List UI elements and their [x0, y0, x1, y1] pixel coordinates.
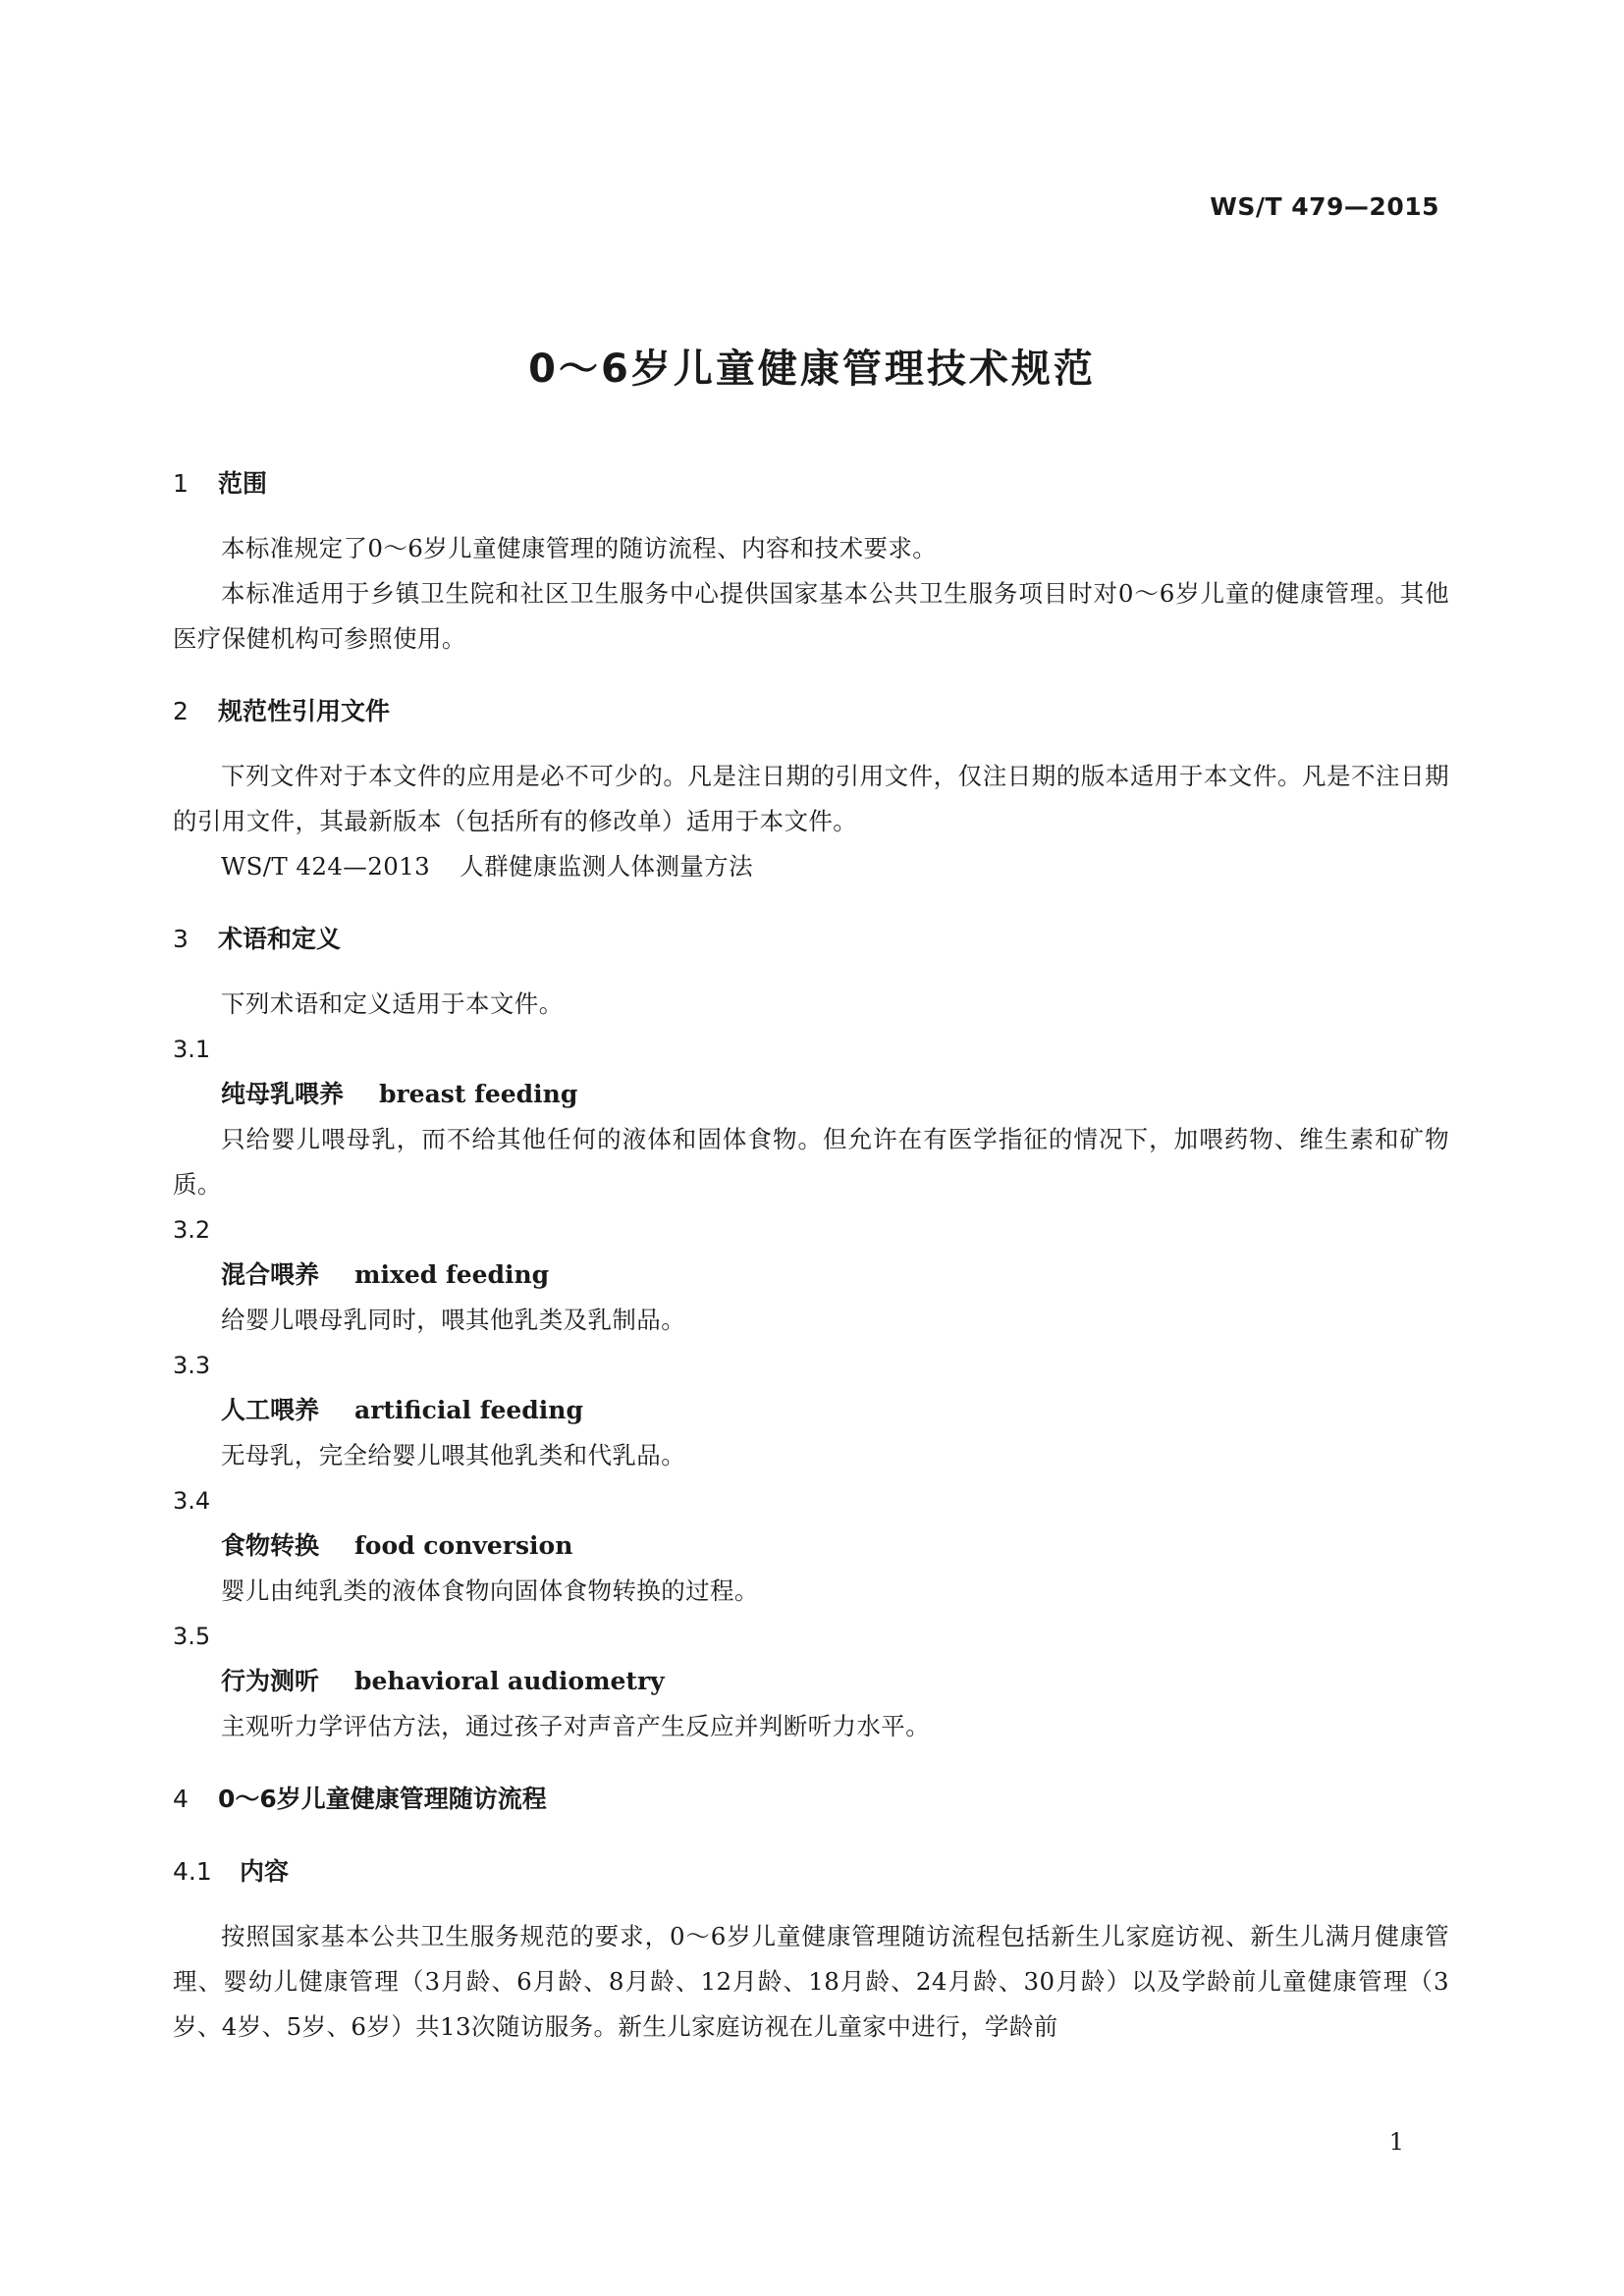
section-title: 0～6岁儿童健康管理随访流程 — [218, 1785, 547, 1813]
term-entry — [173, 1478, 1449, 1614]
page-number: 1 — [1388, 2128, 1404, 2156]
standard-code: WS/T 479—2015 — [1210, 192, 1439, 221]
term-english: mixed feeding — [354, 1260, 550, 1289]
term-chinese: 混合喂养 — [221, 1260, 320, 1289]
term-number: 3.5 — [173, 1623, 211, 1650]
term-heading — [173, 1659, 1449, 1704]
section-number: 1 — [173, 469, 189, 498]
term-english: breast feeding — [379, 1080, 578, 1108]
term-number: 3.2 — [173, 1216, 211, 1244]
term-entry — [173, 1343, 1449, 1478]
term-chinese: 人工喂养 — [221, 1396, 320, 1424]
term-english: food conversion — [354, 1531, 573, 1560]
term-chinese: 食物转换 — [221, 1531, 320, 1560]
term-number: 3.3 — [173, 1352, 211, 1379]
document-body — [173, 461, 1449, 2050]
term-definition: 婴儿由纯乳类的液体食物向固体食物转换的过程。 — [221, 1576, 759, 1605]
document-title: 0～6岁儿童健康管理技术规范 — [528, 347, 1096, 392]
section-2-paragraph-1: 下列文件对于本文件的应用是必不可少的。凡是注日期的引用文件，仅注日期的版本适用于本文件。凡是不注日期的引用文件，其最新版本（包括所有的修改单）适用于本文件。 — [173, 762, 1449, 835]
section-number: 4 — [173, 1785, 189, 1813]
section-title: 规范性引用文件 — [218, 697, 391, 725]
term-heading — [173, 1072, 1449, 1117]
term-english: behavioral audiometry — [354, 1667, 665, 1695]
section-3-intro: 下列术语和定义适用于本文件。 — [221, 989, 564, 1018]
normative-reference — [173, 844, 1449, 889]
section-1-heading — [173, 461, 1449, 507]
subsection-4-1-heading — [173, 1849, 1449, 1895]
term-chinese: 行为测听 — [221, 1667, 320, 1695]
term-number: 3.4 — [173, 1487, 211, 1515]
section-2-heading — [173, 689, 1449, 734]
reference-code: WS/T 424—2013 — [221, 852, 431, 881]
section-title: 术语和定义 — [218, 925, 342, 953]
section-1-paragraph-1: 本标准规定了0～6岁儿童健康管理的随访流程、内容和技术要求。 — [221, 534, 938, 562]
term-definition: 主观听力学评估方法，通过孩子对声音产生反应并判断听力水平。 — [221, 1712, 931, 1740]
subsection-number: 4.1 — [173, 1857, 212, 1886]
section-title: 范围 — [218, 469, 268, 498]
term-definition: 给婴儿喂母乳同时，喂其他乳类及乳制品。 — [221, 1306, 686, 1334]
term-definition: 只给婴儿喂母乳，而不给其他任何的液体和固体食物。但允许在有医学指征的情况下，加喂药物、维生素和矿物质。 — [173, 1125, 1449, 1199]
term-entry — [173, 1207, 1449, 1343]
section-3-heading — [173, 917, 1449, 962]
subsection-4-1-paragraph: 按照国家基本公共卫生服务规范的要求，0～6岁儿童健康管理随访流程包括新生儿家庭访视、新生儿满月健康管理、婴幼儿健康管理（3月龄、6月龄、8月龄、12月龄、18月龄、24月龄、30月龄）以及学龄前儿童健康管理（3岁、4岁、5岁、6岁）共13次随访服务。新生儿家庭访视在儿童家中进行，学龄前 — [173, 1922, 1449, 2041]
term-heading — [173, 1253, 1449, 1298]
section-4-heading — [173, 1777, 1449, 1822]
subsection-title: 内容 — [240, 1857, 290, 1886]
term-heading — [173, 1388, 1449, 1433]
term-chinese: 纯母乳喂养 — [221, 1080, 345, 1108]
section-number: 3 — [173, 925, 189, 953]
section-1-paragraph-2: 本标准适用于乡镇卫生院和社区卫生服务中心提供国家基本公共卫生服务项目时对0～6岁儿童的健康管理。其他医疗保健机构可参照使用。 — [173, 579, 1449, 653]
term-number: 3.1 — [173, 1036, 211, 1063]
term-heading — [173, 1523, 1449, 1569]
section-number: 2 — [173, 697, 189, 725]
term-definition: 无母乳，完全给婴儿喂其他乳类和代乳品。 — [221, 1441, 686, 1469]
term-entry — [173, 1027, 1449, 1207]
term-entry — [173, 1614, 1449, 1749]
term-english: artificial feeding — [354, 1396, 583, 1424]
reference-title: 人群健康监测人体测量方法 — [460, 852, 753, 881]
